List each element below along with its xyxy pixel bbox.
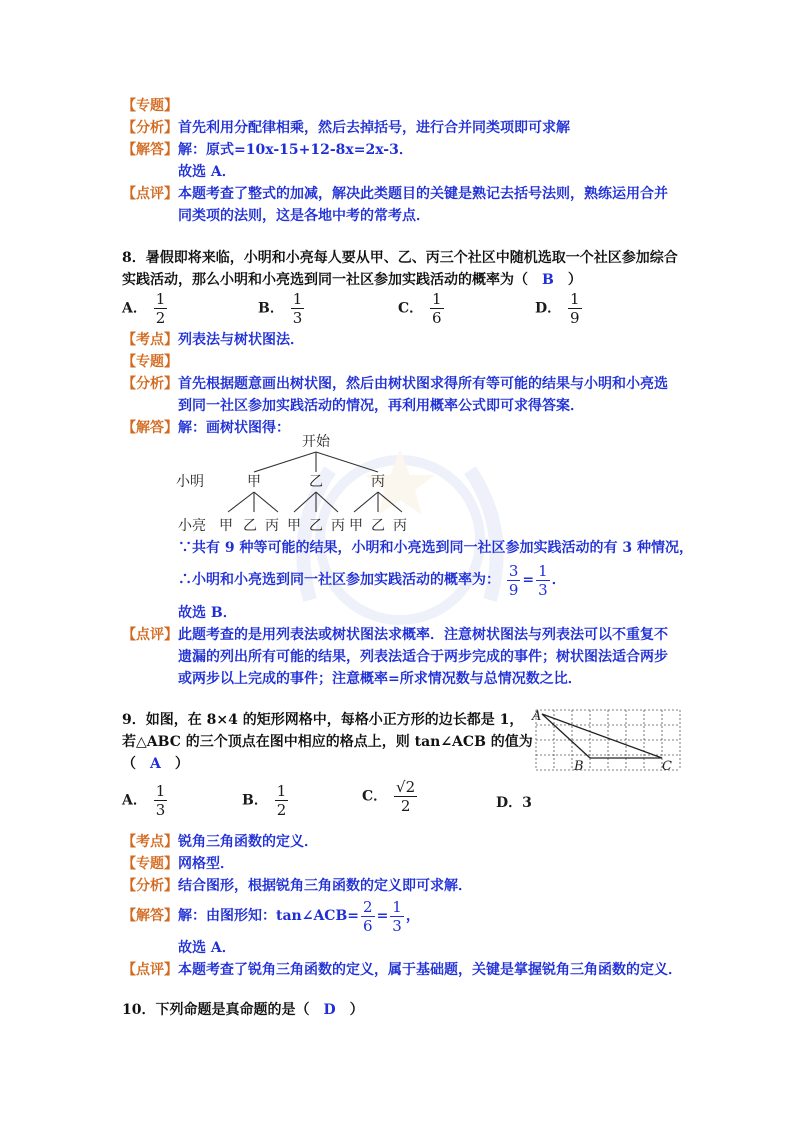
q8-because: ∵共有 9 种等可能的结果，小明和小亮选到同一社区参加实践活动的有 3 种情况， [178,540,693,556]
q8-dianping-text-2: 遗漏的列出所有可能的结果，列表法适合于两步完成的事件；树状图法适合两步 [178,649,668,665]
q9-choose: 故选 A． [178,940,236,956]
q8-stem-line2 [122,270,582,290]
q9-grid-figure [530,704,686,776]
q9-stem-line3 [122,754,189,774]
fraction [507,562,521,599]
tree-root: 开始 [302,434,330,450]
fraction [394,778,417,815]
q9-fenxi-text: 结合图形，根据锐角三角函数的定义即可求解． [178,878,472,894]
denominator: 9 [508,580,519,599]
option-letter: C． [362,788,388,805]
fenxi-label: 【分析】 [122,120,178,136]
tree-row-label-xiaoliang: 小亮 [178,518,206,534]
fraction [568,290,582,327]
dianping-label: 【点评】 [122,627,178,643]
q9-zhuanti-row [122,854,234,874]
tree-row-label-xiaoming: 小明 [176,474,204,490]
denominator: 6 [363,916,373,935]
tree-leaf: 甲 [219,518,233,534]
numerator: 1 [155,290,166,308]
q7-dianping-text-2: 同类项的法则，这是各地中考的常考点． [178,208,430,224]
q7-jieda-text: 解：原式=10x-15+12-8x=2x-3． [178,142,413,158]
numerator: 1 [276,782,287,800]
tree-leaf: 乙 [243,518,257,534]
denominator: 6 [432,309,442,327]
q8-dianping-text-3: 或两步以上完成的事件；注意概率=所求情况数与总情况数之比． [178,671,582,687]
numerator: √2 [396,778,416,796]
q9-kaodian-text: 锐角三角函数的定义． [178,834,318,850]
q8-fenxi-row [122,374,668,394]
denominator: 9 [570,309,580,327]
q9-option-b [242,782,290,819]
q9-stem-line1: 9．如图，在 8×4 的矩形网格中，每格小正方形的边长都是 1， [122,712,524,728]
comma: ， [405,908,420,924]
tree-leaf: 丙 [331,518,345,534]
jieda-label: 【解答】 [122,420,178,436]
zhuanti-label: 【专题】 [122,98,178,114]
numerator: 1 [292,290,303,308]
q10-paren-close: ） [349,1002,364,1018]
numerator: 2 [363,897,373,916]
option-letter: B． [242,792,268,809]
q9-option-c [362,778,419,815]
fraction [291,290,305,327]
tree-leaf: 甲 [349,518,363,534]
tree-leaf: 丙 [393,518,407,534]
numerator: 1 [155,782,166,800]
fraction [536,562,550,599]
option-letter: D． [496,795,523,811]
jieda-label: 【解答】 [122,908,178,924]
q8-zhuanti-row [122,352,178,372]
fraction [361,898,375,935]
q7-fenxi-row [122,118,570,138]
fraction [430,290,444,327]
q8-dianping-text: 此题考查的是用列表法或树状图法求概率．注意树状图法与列表法可以不重复不 [178,627,668,643]
numerator: 1 [570,290,580,308]
option-letter: C． [398,300,424,317]
q7-jieda-row [122,140,413,160]
denominator: 2 [155,309,166,327]
q7-dianping-row [122,184,668,204]
q8-option-d [535,290,584,327]
q9-stem-line2: 若△ABC 的三个顶点在图中相应的格点上，则 tan∠ACB 的值为 [122,734,533,750]
q8-option-b [258,290,306,327]
q9-option-a [122,782,169,819]
q8-choose: 故选 B． [178,605,237,621]
q8-therefore-text: ∴小明和小亮选到同一社区参加实践活动的概率为： [178,572,500,588]
tree-leaf: 乙 [371,518,385,534]
tree-leaf: 丙 [265,518,279,534]
zhuanti-label: 【专题】 [122,354,178,370]
numerator: 1 [392,897,402,916]
fraction [390,898,404,935]
point-b-label: B [574,759,584,774]
numerator: 1 [432,290,442,308]
equals-sign: = [376,908,389,924]
option-letter: A． [122,792,147,809]
q7-choose: 故选 A． [178,164,236,180]
dianping-label: 【点评】 [122,186,178,202]
kaodian-label: 【考点】 [122,332,178,348]
denominator: 3 [155,801,166,819]
q9-jieda-row [122,896,420,936]
point-c-label: C [662,759,672,774]
q8-dianping-row [122,625,668,645]
q8-jieda-text: 解：画树状图得： [178,420,290,436]
q8-option-a [122,290,169,327]
option-letter: D． [535,300,562,317]
kaodian-label: 【考点】 [122,834,178,850]
q8-stem-close: ） [567,272,582,288]
fenxi-label: 【分析】 [122,878,178,894]
q8-answer: B [542,272,554,288]
zhuanti-label: 【专题】 [122,856,178,872]
fenxi-label: 【分析】 [122,376,178,392]
q9-paren-open: （ [122,756,136,772]
q9-kaodian-row [122,832,318,852]
q9-fenxi-row [122,876,472,896]
q10-answer: D [323,1002,336,1018]
period: ． [551,572,566,588]
q9-paren-close: ） [174,756,189,772]
q8-stem-line1: 8．暑假即将来临，小明和小亮每人要从甲、乙、丙三个社区中随机选取一个社区参加综合 [122,250,678,266]
fraction [154,290,168,327]
q7-zhuanti-row [122,96,178,116]
q9-answer: A [150,756,161,772]
q9-dianping-text: 本题考查了锐角三角函数的定义，属于基础题，关键是掌握锐角三角函数的定义． [178,962,682,978]
jieda-label: 【解答】 [122,142,178,158]
q8-option-c [398,290,446,327]
fraction [275,782,289,819]
option-value: 3 [522,795,532,811]
denominator: 2 [276,801,287,819]
equals-sign: = [522,572,535,588]
fraction [154,782,168,819]
tree-node: 甲 [247,474,261,490]
numerator: 3 [508,561,519,580]
q9-dianping-row [122,960,682,980]
point-a-label: A [532,709,542,724]
q9-jieda-text: 解：由图形知：tan∠ACB= [178,908,360,924]
q9-option-d [496,792,532,812]
q10-stem-text: 10．下列命题是真命题的是（ [122,1002,310,1018]
q8-kaodian-row [122,330,304,350]
q9-zhuanti-text: 网格型． [178,856,234,872]
tree-node: 丙 [371,474,385,490]
tree-leaf: 甲 [287,518,301,534]
q7-fenxi-text: 首先利用分配律相乘，然后去掉括号，进行合并同类项即可求解 [178,120,570,136]
tree-leaf: 乙 [309,518,323,534]
q8-stem-text: 实践活动，那么小明和小亮选到同一社区参加实践活动的概率为（ [122,272,528,288]
q10-stem [122,1000,364,1020]
tree-node: 乙 [309,474,323,490]
denominator: 3 [392,916,402,935]
option-letter: A． [122,300,147,317]
denominator: 2 [400,797,411,815]
option-letter: B． [258,300,284,317]
tree-diagram [170,432,440,536]
q8-fenxi-text: 首先根据题意画出树状图，然后由树状图求得所有等可能的结果与小明和小亮选 [178,376,668,392]
denominator: 3 [292,309,303,327]
q8-fenxi-text-2: 到同一社区参加实践活动的情况，再利用概率公式即可求得答案． [178,398,584,414]
numerator: 1 [538,561,548,580]
q8-therefore-row [178,560,566,600]
dianping-label: 【点评】 [122,962,178,978]
denominator: 3 [538,580,548,599]
q7-dianping-text: 本题考查了整式的加减，解决此类题目的关键是熟记去括号法则，熟练运用合并 [178,186,668,202]
q8-kaodian-text: 列表法与树状图法． [178,332,304,348]
